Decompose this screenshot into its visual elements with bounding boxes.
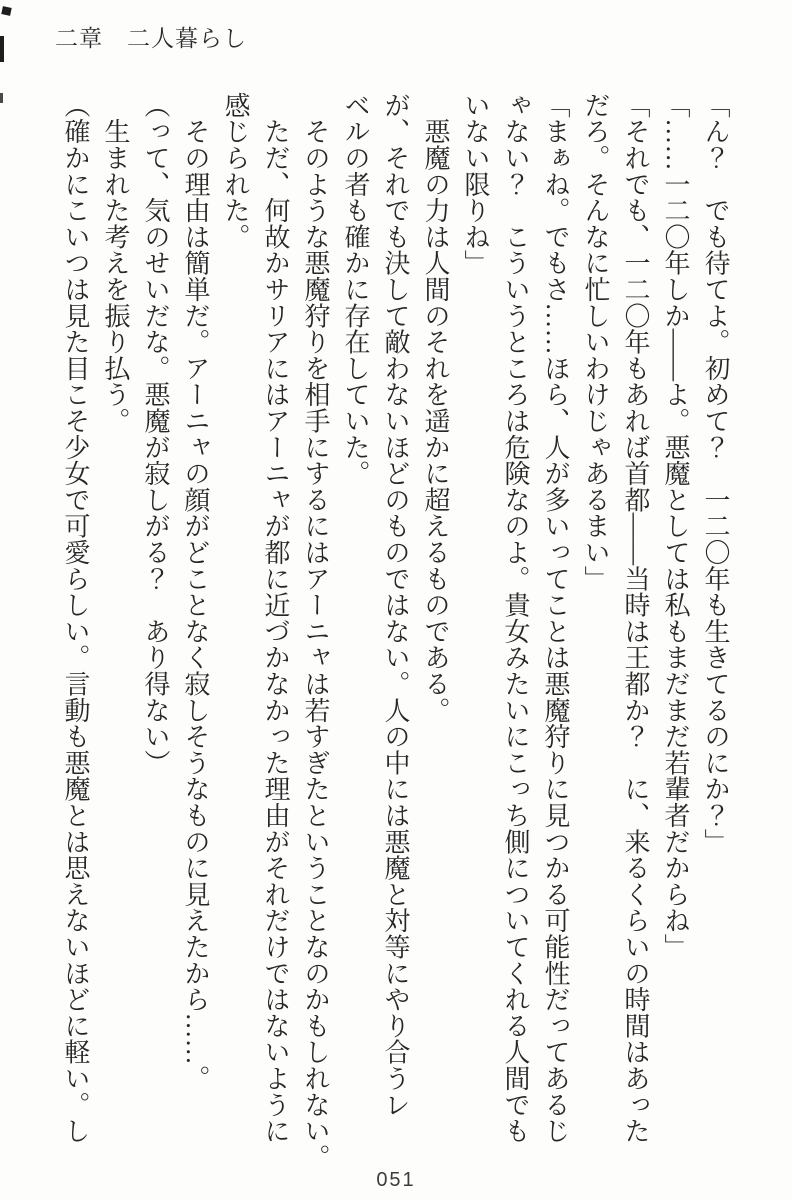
text-line: （って、気のせいだな。悪魔が寂しがる？ あり得ない） <box>141 92 170 776</box>
page-number: 051 <box>376 1169 416 1191</box>
text-line: 「……一二〇年しか――よ。悪魔としては私もまだまだ若輩者だからね」 <box>661 92 690 960</box>
body-text <box>55 92 735 1171</box>
text-line: ゃない？ こういうところは危険なのよ。貴女みたいにこっち側についてくれる人間でも <box>501 92 530 1144</box>
text-line: が、それでも決して敵わないほどのものではない。人の中には悪魔と対等にやり合うレ <box>381 92 410 1118</box>
chapter-header: 二章 二人暮らし <box>55 26 247 51</box>
text-line: （確かにこいつは見た目こそ少女で可愛らしい。言動も悪魔とは思えないほどに軽い。し <box>61 92 90 1144</box>
text-line: 「それでも、一二〇年もあれば首都――当時は王都か？ に、来るくらいの時間はあった <box>621 92 650 1144</box>
text-line: 感じられた。 <box>221 92 250 250</box>
scan-artifact <box>0 36 4 62</box>
text-line: いない限りね」 <box>461 92 490 277</box>
text-line: 「まぁね。でもさ……ほら、人が多いってことは悪魔狩りに見つかる可能性だってあるじ <box>541 92 570 1144</box>
text-line: 「ん？ でも待てよ。初めて？ 一二〇年も生きてるのにか？」 <box>701 92 730 855</box>
text-line: ただ、何故かサリアにはアーニャが都に近づかなかった理由がそれだけではないように <box>261 92 290 1144</box>
scan-artifact <box>0 93 3 103</box>
text-line: だろ。そんなに忙しいわけじゃあるまい」 <box>581 92 610 592</box>
text-line: 悪魔の力は人間のそれを遥かに超えるものである。 <box>421 92 450 724</box>
scan-artifact <box>1 6 11 16</box>
text-line: 生まれた考えを振り払う。 <box>101 92 130 434</box>
text-line: ベルの者も確かに存在していた。 <box>341 92 370 487</box>
text-line: そのような悪魔狩りを相手にするにはアーニャは若すぎたということなのかもしれない。 <box>301 92 330 1171</box>
text-line: その理由は簡単だ。アーニャの顔がどことなく寂しそうなものに見えたから……。 <box>181 92 210 1092</box>
